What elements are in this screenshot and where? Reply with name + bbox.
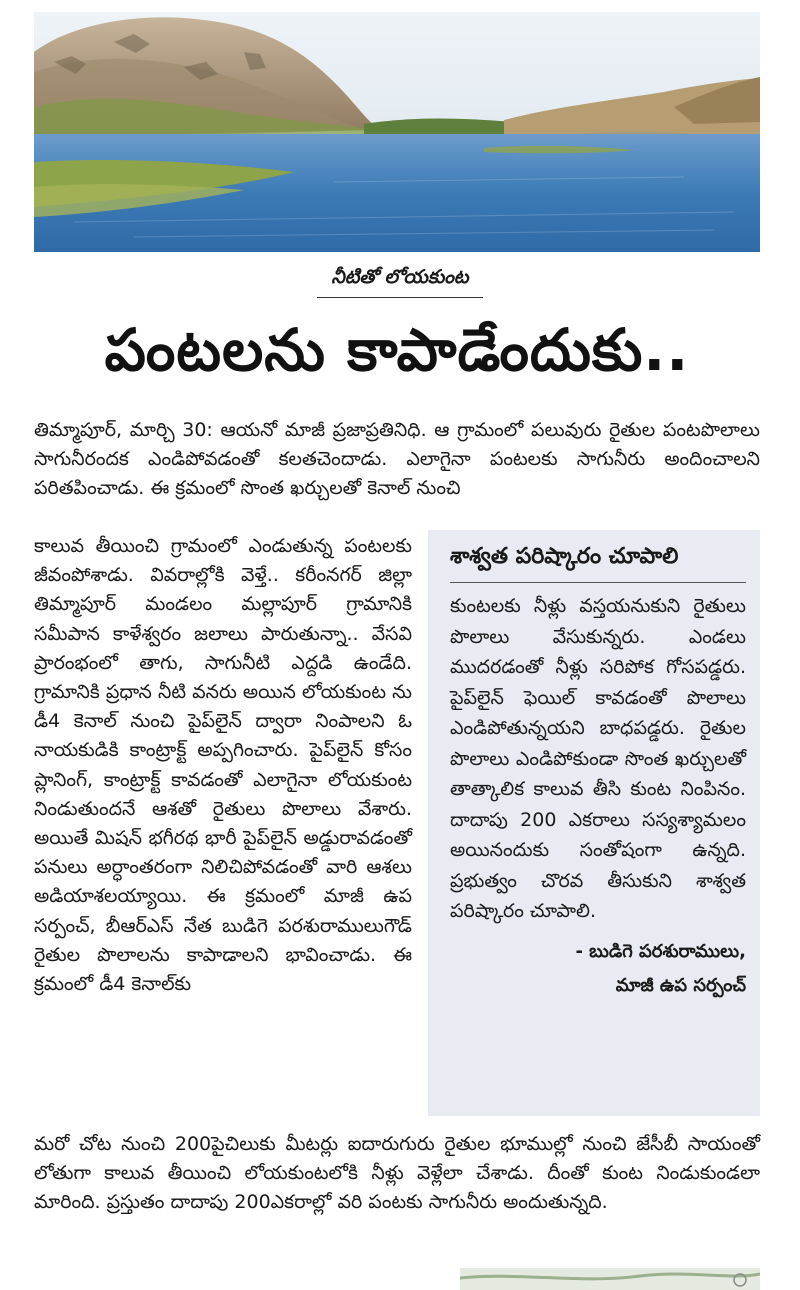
lake-photo: [34, 12, 760, 252]
next-article-photo-strip: [460, 1268, 760, 1290]
photo-caption-text: నీటితో లోయకుంట: [317, 266, 482, 298]
article-lead: తిమ్మాపూర్, మార్చి 30: ఆయనో మాజీ ప్రజాప్రతినిధి. ఆ గ్రామంలో పలువురు రైతుల పంటపొలాలు సాగునీరందక ఎండిపోవడంతో కలతచెందాడు. ఎలాగైనా పంటలకు సాగునీరు అందించాలని పరితపించాడు. ఈ క్రమంలో సొంత ఖర్చులతో కెనాల్ నుంచి: [34, 419, 760, 500]
article-column: కాలువ తీయించి గ్రామంలో ఎండుతున్న పంటలకు జీవంపోశాడు. వివరాల్లోకి వెళ్తే.. కరీంనగర్ జిల్లా తిమ్మాపూర్ మండలం మల్లాపూర్ గ్రామానికి సమీపాన కాళేశ్వరం జలాలు పారుతున్నా.. వేసవి ప్రారంభంలో తాగు, సాగునీటి ఎద్దడి ఉండేది. గ్రామానికి ప్రధాన నీటి వనరు అయిన లోయకుంట ను డీ4 కెనాల్ నుంచి పైప్‌లైన్ ద్వారా నింపాలని ఓ నాయకుడికి కాంట్రాక్ట్ అప్పగించారు. పైప్‌లైన్ కోసం ప్లానింగ్, కాంట్రాక్ట్ కావడంతో ఎలాగైనా లోయకుంట నిండుతుందనే ఆశతో రైతులు పొలాలు వేశారు. అయితే మిషన్ భగీరథ భారీ పైప్‌లైన్ అడ్డురావడంతో పనులు అర్ధాంతరంగా నిలిచిపోవడంతో వారి ఆశలు అడియాశలయ్యాయి. ఈ క్రమంలో మాజీ ఉప సర్పంచ్, బీఆర్‌ఎస్ నేత బుడిగె పరశురాములుగౌడ్ రైతుల పొలాలను కాపాడాలని భావించాడు. ఈ క్రమంలో డీ4 కెనాల్‌కు: [34, 535, 412, 996]
quote-box-text: కుంటలకు నీళ్లు వస్తయనుకుని రైతులు పొలాలు వేసుకున్నరు. ఎండలు ముదరడంతో నీళ్లు సరిపోక గోసపడ్డరు. పైప్‌లైన్ ఫెయిల్ కావడంతో పొలాలు ఎండిపోతున్నయని బాధపడ్డరు. రైతుల పొలాలు ఎండిపోకుండా సొంత ఖర్చులతో తాత్కాలిక కాలువ తీసి కుంట నింపినం. దాదాపు 200 ఎకరాలు సస్యశ్యామలం అయినందుకు సంతోషంగా ఉన్నది. ప్రభుత్వం చొరవ తీసుకుని శాశ్వత పరిష్కారం చూపాలి.: [450, 595, 746, 922]
headline: పంటలను కాపాడేందుకు..: [104, 316, 690, 384]
quote-signature-name: - బుడిగె పరశురాములు,: [575, 940, 746, 962]
photo-caption: [0, 266, 800, 298]
quote-box: [428, 530, 760, 1116]
quote-box-title: శాశ్వత పరిష్కారం చూపాలి: [450, 540, 746, 583]
article-tail: మరో చోట నుంచి 200పైచిలుకు మీటర్లు ఐదారుగురు రైతుల భూముల్లో నుంచి జేసీబీ సాయంతో లోతుగా కాలువ తీయించి లోయకుంటలోకి నీళ్లు వెళ్లేలా చేశాడు. దీంతో కుంట నిండుకుండలా మారింది. ప్రస్తుతం దాదాపు 200ఎకరాల్లో వరి పంటకు సాగునీరు అందుతున్నది.: [34, 1133, 760, 1214]
lake-photo-icon: [34, 12, 760, 252]
quote-signature: [450, 935, 746, 1003]
quote-signature-role: మాజీ ఉప సర్పంచ్: [615, 974, 746, 996]
map-fragment-icon: [460, 1268, 760, 1290]
